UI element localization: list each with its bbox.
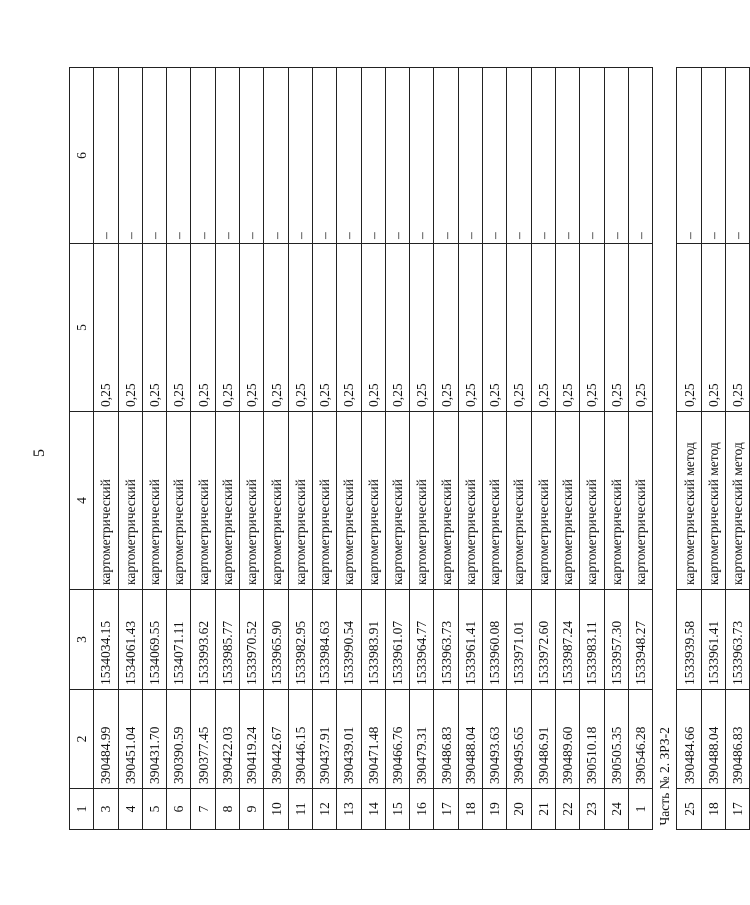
coord-x-cell: 390437.91 (312, 690, 336, 789)
column-header: 5 (70, 244, 94, 412)
note-cell: – (677, 68, 701, 244)
accuracy-cell: 0,25 (628, 244, 652, 412)
coord-y-cell: 1533970.52 (240, 590, 264, 690)
coordinates-table-body (70, 68, 750, 830)
column-header: 2 (70, 690, 94, 789)
table-row (677, 68, 701, 830)
method-cell: картометрический метод (677, 412, 701, 590)
coord-x-cell: 390479.31 (410, 690, 434, 789)
accuracy-cell: 0,25 (337, 244, 361, 412)
note-cell: – (288, 68, 312, 244)
point-number-cell: 17 (726, 789, 750, 830)
coord-y-cell: 1533939.58 (677, 590, 701, 690)
coord-y-cell: 1533983.11 (580, 590, 604, 690)
table-row (604, 68, 628, 830)
table-row (167, 68, 191, 830)
point-number-cell: 8 (215, 789, 239, 830)
coord-x-cell: 390446.15 (288, 690, 312, 789)
table-row (240, 68, 264, 830)
note-cell: – (458, 68, 482, 244)
coord-y-cell: 1534069.55 (142, 590, 166, 690)
point-number-cell: 9 (240, 789, 264, 830)
point-number-cell: 23 (580, 789, 604, 830)
method-cell: картометрический (410, 412, 434, 590)
method-cell: картометрический (604, 412, 628, 590)
coordinates-table-container (69, 68, 746, 830)
coord-y-cell: 1534071.11 (167, 590, 191, 690)
coord-x-cell: 390419.24 (240, 690, 264, 789)
point-number-cell: 7 (191, 789, 215, 830)
method-cell: картометрический (94, 412, 118, 590)
coord-y-cell: 1533983.91 (361, 590, 385, 690)
column-header: 4 (70, 412, 94, 590)
coord-y-cell: 1534034.15 (94, 590, 118, 690)
table-row (628, 68, 652, 830)
coord-y-cell: 1533948.27 (628, 590, 652, 690)
table-row (701, 68, 725, 830)
point-number-cell: 24 (604, 789, 628, 830)
method-cell: картометрический (264, 412, 288, 590)
column-header: 3 (70, 590, 94, 690)
coord-x-cell: 390489.60 (555, 690, 579, 789)
table-row (726, 68, 750, 830)
note-cell: – (240, 68, 264, 244)
coord-x-cell: 390390.59 (167, 690, 191, 789)
coord-y-cell: 1533984.63 (312, 590, 336, 690)
method-cell: картометрический метод (701, 412, 725, 590)
coord-x-cell: 390488.04 (701, 690, 725, 789)
table-row (483, 68, 507, 830)
note-cell: – (191, 68, 215, 244)
point-number-cell: 19 (483, 789, 507, 830)
point-number-cell: 17 (434, 789, 458, 830)
table-row (580, 68, 604, 830)
coord-x-cell: 390431.70 (142, 690, 166, 789)
table-row (434, 68, 458, 830)
coord-x-cell: 390546.28 (628, 690, 652, 789)
note-cell: – (215, 68, 239, 244)
accuracy-cell: 0,25 (434, 244, 458, 412)
coord-x-cell: 390488.04 (458, 690, 482, 789)
point-number-cell: 5 (142, 789, 166, 830)
method-cell: картометрический (385, 412, 409, 590)
point-number-cell: 20 (507, 789, 531, 830)
note-cell: – (604, 68, 628, 244)
coord-y-cell: 1533982.95 (288, 590, 312, 690)
note-cell: – (531, 68, 555, 244)
accuracy-cell: 0,25 (288, 244, 312, 412)
note-cell: – (142, 68, 166, 244)
coord-y-cell: 1533990.54 (337, 590, 361, 690)
table-row (385, 68, 409, 830)
accuracy-cell: 0,25 (701, 244, 725, 412)
note-cell: – (410, 68, 434, 244)
accuracy-cell: 0,25 (555, 244, 579, 412)
coord-x-cell: 390484.99 (94, 690, 118, 789)
coord-y-cell: 1533961.41 (458, 590, 482, 690)
table-row (458, 68, 482, 830)
coord-y-cell: 1533987.24 (555, 590, 579, 690)
accuracy-cell: 0,25 (458, 244, 482, 412)
point-number-cell: 18 (701, 789, 725, 830)
note-cell: – (580, 68, 604, 244)
point-number-cell: 25 (677, 789, 701, 830)
note-cell: – (167, 68, 191, 244)
column-header: 6 (70, 68, 94, 244)
note-cell: – (726, 68, 750, 244)
coord-y-cell: 1533993.62 (191, 590, 215, 690)
note-cell: – (337, 68, 361, 244)
note-cell: – (118, 68, 142, 244)
method-cell: картометрический (628, 412, 652, 590)
accuracy-cell: 0,25 (507, 244, 531, 412)
point-number-cell: 1 (628, 789, 652, 830)
coord-y-cell: 1533985.77 (215, 590, 239, 690)
coord-y-cell: 1533972.60 (531, 590, 555, 690)
coord-y-cell: 1533964.77 (410, 590, 434, 690)
method-cell: картометрический (288, 412, 312, 590)
method-cell: картометрический (215, 412, 239, 590)
method-cell: картометрический (167, 412, 191, 590)
method-cell: картометрический метод (726, 412, 750, 590)
coordinates-table (69, 67, 750, 830)
point-number-cell: 16 (410, 789, 434, 830)
point-number-cell: 15 (385, 789, 409, 830)
coord-x-cell: 390377.45 (191, 690, 215, 789)
note-cell: – (555, 68, 579, 244)
note-cell: – (507, 68, 531, 244)
coord-y-cell: 1533961.07 (385, 590, 409, 690)
coord-x-cell: 390451.04 (118, 690, 142, 789)
point-number-cell: 21 (531, 789, 555, 830)
accuracy-cell: 0,25 (215, 244, 239, 412)
header-row (70, 68, 94, 830)
method-cell: картометрический (361, 412, 385, 590)
coord-x-cell: 390486.91 (531, 690, 555, 789)
coord-x-cell: 390439.01 (337, 690, 361, 789)
accuracy-cell: 0,25 (142, 244, 166, 412)
accuracy-cell: 0,25 (191, 244, 215, 412)
accuracy-cell: 0,25 (264, 244, 288, 412)
table-row (142, 68, 166, 830)
section-row (653, 68, 677, 830)
method-cell: картометрический (555, 412, 579, 590)
coord-y-cell: 1533960.08 (483, 590, 507, 690)
accuracy-cell: 0,25 (410, 244, 434, 412)
method-cell: картометрический (458, 412, 482, 590)
table-row (507, 68, 531, 830)
accuracy-cell: 0,25 (167, 244, 191, 412)
table-row (361, 68, 385, 830)
table-row (288, 68, 312, 830)
note-cell: – (361, 68, 385, 244)
note-cell: – (385, 68, 409, 244)
coord-x-cell: 390442.67 (264, 690, 288, 789)
table-row (215, 68, 239, 830)
coord-x-cell: 390484.66 (677, 690, 701, 789)
point-number-cell: 14 (361, 789, 385, 830)
point-number-cell: 10 (264, 789, 288, 830)
accuracy-cell: 0,25 (385, 244, 409, 412)
accuracy-cell: 0,25 (677, 244, 701, 412)
coord-x-cell: 390466.76 (385, 690, 409, 789)
accuracy-cell: 0,25 (580, 244, 604, 412)
point-number-cell: 11 (288, 789, 312, 830)
method-cell: картометрический (118, 412, 142, 590)
note-cell: – (483, 68, 507, 244)
point-number-cell: 13 (337, 789, 361, 830)
table-row (555, 68, 579, 830)
accuracy-cell: 0,25 (483, 244, 507, 412)
note-cell: – (701, 68, 725, 244)
method-cell: картометрический (580, 412, 604, 590)
note-cell: – (434, 68, 458, 244)
accuracy-cell: 0,25 (312, 244, 336, 412)
point-number-cell: 12 (312, 789, 336, 830)
point-number-cell: 6 (167, 789, 191, 830)
coord-x-cell: 390510.18 (580, 690, 604, 789)
method-cell: картометрический (337, 412, 361, 590)
coord-y-cell: 1533957.30 (604, 590, 628, 690)
coord-x-cell: 390505.35 (604, 690, 628, 789)
method-cell: картометрический (240, 412, 264, 590)
coord-x-cell: 390495.65 (507, 690, 531, 789)
note-cell: – (94, 68, 118, 244)
accuracy-cell: 0,25 (240, 244, 264, 412)
accuracy-cell: 0,25 (604, 244, 628, 412)
accuracy-cell: 0,25 (94, 244, 118, 412)
table-row (94, 68, 118, 830)
table-row (410, 68, 434, 830)
method-cell: картометрический (531, 412, 555, 590)
column-header: 1 (70, 789, 94, 830)
accuracy-cell: 0,25 (118, 244, 142, 412)
method-cell: картометрический (142, 412, 166, 590)
accuracy-cell: 0,25 (361, 244, 385, 412)
point-number-cell: 3 (94, 789, 118, 830)
coord-y-cell: 1533963.73 (726, 590, 750, 690)
point-number-cell: 4 (118, 789, 142, 830)
coord-x-cell: 390493.63 (483, 690, 507, 789)
method-cell: картометрический (191, 412, 215, 590)
table-row (337, 68, 361, 830)
method-cell: картометрический (312, 412, 336, 590)
coord-x-cell: 390486.83 (726, 690, 750, 789)
method-cell: картометрический (434, 412, 458, 590)
point-number-cell: 18 (458, 789, 482, 830)
note-cell: – (628, 68, 652, 244)
page-number: 5 (31, 449, 48, 457)
table-row (118, 68, 142, 830)
point-number-cell: 22 (555, 789, 579, 830)
coord-y-cell: 1534061.43 (118, 590, 142, 690)
coord-y-cell: 1533961.41 (701, 590, 725, 690)
section-label: Часть № 2. ЗРЗ-2 (653, 68, 677, 830)
method-cell: картометрический (483, 412, 507, 590)
coord-y-cell: 1533971.01 (507, 590, 531, 690)
accuracy-cell: 0,25 (726, 244, 750, 412)
table-row (191, 68, 215, 830)
coord-y-cell: 1533965.90 (264, 590, 288, 690)
note-cell: – (312, 68, 336, 244)
coord-x-cell: 390486.83 (434, 690, 458, 789)
method-cell: картометрический (507, 412, 531, 590)
note-cell: – (264, 68, 288, 244)
accuracy-cell: 0,25 (531, 244, 555, 412)
table-row (312, 68, 336, 830)
table-row (531, 68, 555, 830)
coord-x-cell: 390471.48 (361, 690, 385, 789)
coord-y-cell: 1533963.73 (434, 590, 458, 690)
table-row (264, 68, 288, 830)
coord-x-cell: 390422.03 (215, 690, 239, 789)
